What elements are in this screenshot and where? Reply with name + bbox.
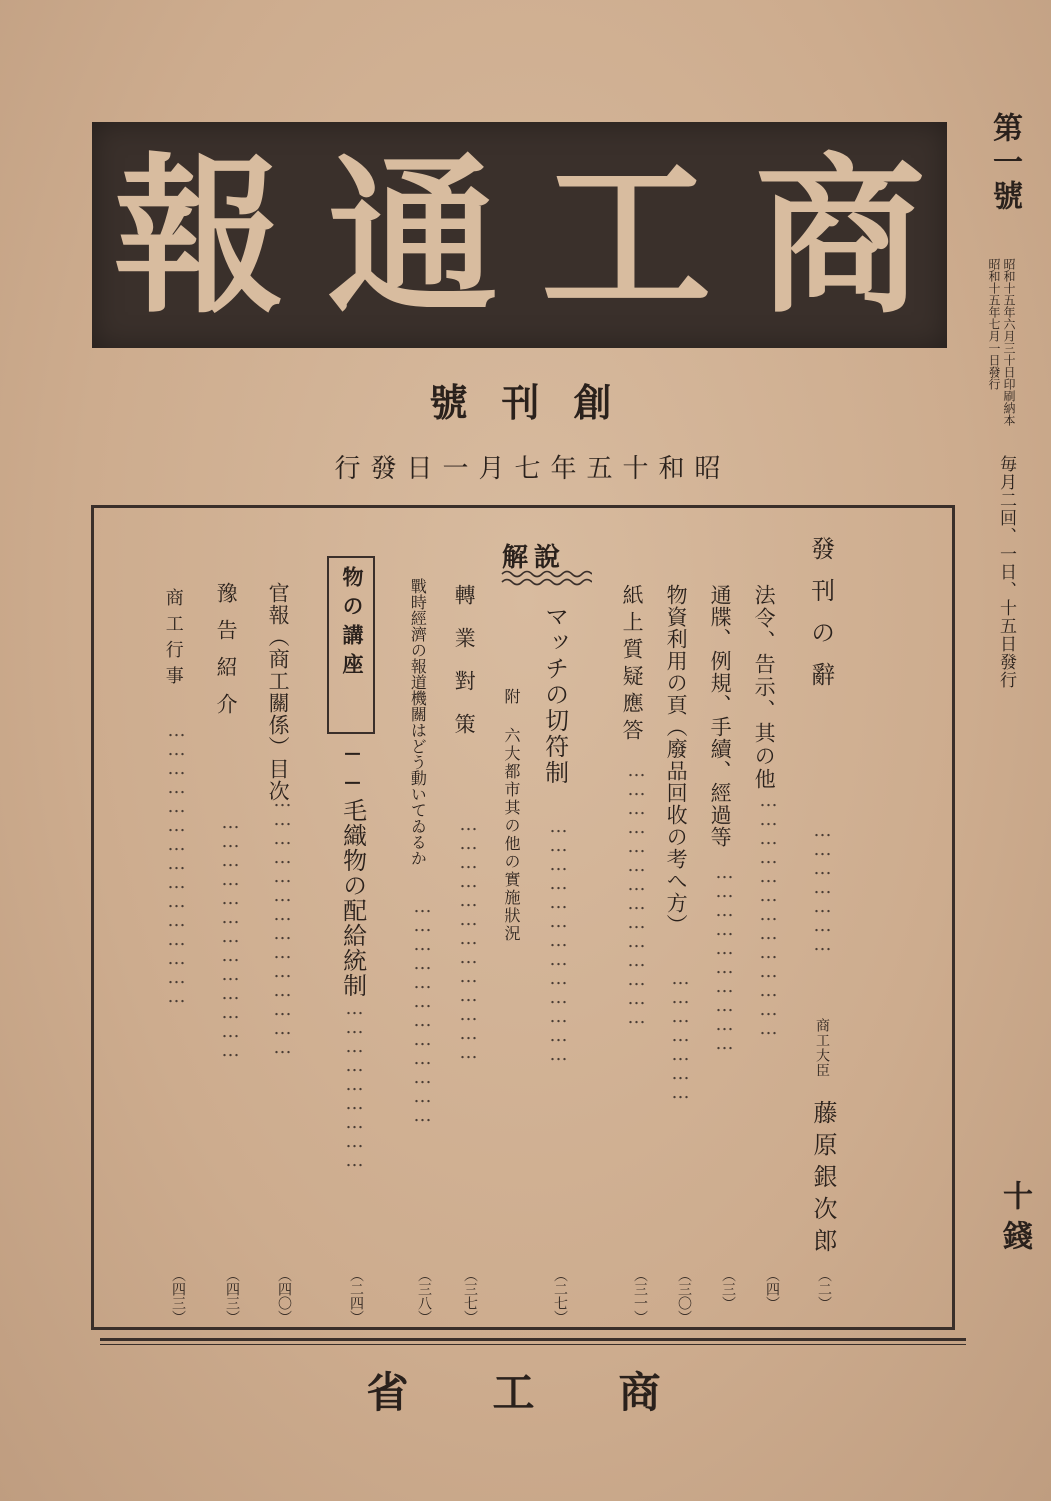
section-heading-koza: 物の講座 <box>340 566 365 682</box>
toc-item-title: 法令、告示、其の他 <box>752 584 777 791</box>
toc-item-title: マッチの切符制 <box>540 604 569 786</box>
toc-item-title: 豫告紹介 <box>214 582 239 730</box>
toc-item-title: 戰時經濟の報道機關はどう動いてゐるか <box>408 578 428 866</box>
section-heading-kaisetsu: 解說 <box>502 543 567 573</box>
toc-page: （二七） <box>552 1268 568 1324</box>
toc-page: （三七） <box>462 1268 478 1324</box>
wave-underline <box>500 568 592 588</box>
masthead-char: 報 <box>113 137 284 337</box>
toc-page: （三八） <box>416 1268 432 1324</box>
leader-dots: ………………………………… <box>458 814 479 1061</box>
toc-page: （四三） <box>224 1268 240 1324</box>
leader-dots: ………………… <box>670 968 691 1101</box>
toc-item-title: 發刊の辭 <box>806 536 835 704</box>
print-line-2: 昭和十五年七月一日發行 <box>987 258 1001 390</box>
toc-item-title: 官報（商工關係）目次 <box>266 582 291 802</box>
toc-page: （三〇） <box>676 1268 692 1324</box>
publisher-name: 省工商 <box>366 1368 745 1417</box>
leader-dots: ………………………………… <box>758 790 779 1037</box>
leader-dots: ……………………………… <box>412 896 433 1124</box>
leader-dots: …………………………………… <box>626 760 647 1026</box>
toc-item-title: 紙上質疑應答 <box>620 584 645 746</box>
footer-rule-thin <box>100 1344 966 1345</box>
masthead-char: 商 <box>755 137 926 337</box>
toc-author-title: 商工大臣 <box>814 1018 830 1078</box>
toc-item-title: 轉業對策 <box>452 584 477 756</box>
leader-dots: ……………………………………… <box>166 720 187 1005</box>
toc-item-title: 物資利用の頁（廢品回收の考へ方） <box>664 584 689 936</box>
publication-frequency: 毎月二回、一日、十五日發行 <box>996 455 1016 689</box>
leader-dots: ………………………………… <box>220 812 241 1059</box>
toc-page: （三一） <box>632 1268 648 1324</box>
price: 十錢 <box>997 1180 1032 1260</box>
toc-page: （四） <box>764 1268 780 1310</box>
footer-rule <box>100 1338 966 1341</box>
toc-item-title: 通牒、例規、手續、經過等 <box>708 584 733 848</box>
toc-author: 藤原銀次郎 <box>809 1100 837 1260</box>
inaugural-issue-label: 號刊創 <box>429 380 646 425</box>
leader-dots: ………………………………… <box>548 816 569 1063</box>
toc-item-title: 商工行事 <box>162 588 184 692</box>
toc-page: （二） <box>816 1268 832 1310</box>
publication-date: 行發日一月七年五十和昭 <box>334 454 731 484</box>
masthead-char: 工 <box>541 137 712 337</box>
toc-item-subtitle: 附 六大都市其の他の實施狀況 <box>502 688 521 943</box>
toc-item-title: ──毛織物の配給統制 <box>338 740 367 998</box>
toc-page: （三） <box>720 1268 736 1310</box>
leader-dots: …………………………………… <box>272 790 293 1056</box>
toc-page: （二四） <box>348 1268 364 1324</box>
issue-number: 第一號 <box>987 112 1022 214</box>
print-line-1: 昭和十五年六月三十日印刷納本 <box>1002 258 1016 426</box>
masthead-title <box>92 132 947 342</box>
toc-page: （四〇） <box>276 1268 292 1324</box>
leader-dots: ……………………… <box>344 998 365 1169</box>
toc-page: （四三） <box>170 1268 186 1324</box>
leader-dots: ………………………… <box>714 862 735 1052</box>
masthead-char: 通 <box>327 137 498 337</box>
leader-dots: ………………… <box>812 820 833 953</box>
masthead-banner <box>92 122 947 348</box>
